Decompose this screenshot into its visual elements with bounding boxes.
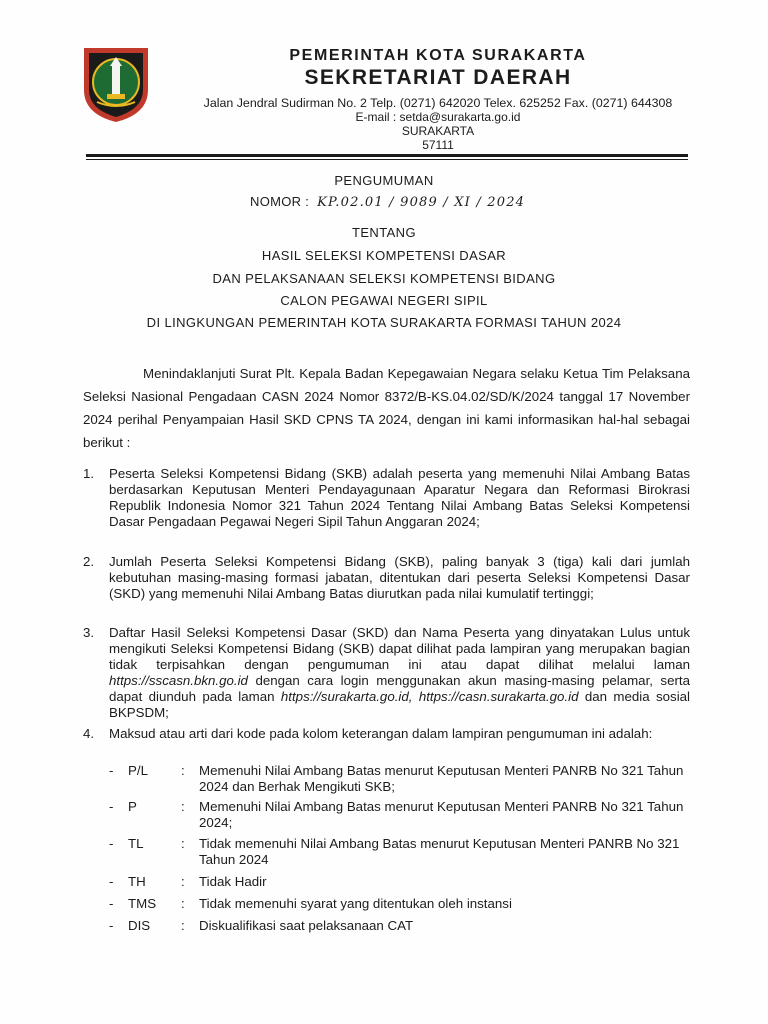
list-item-text bbox=[109, 625, 690, 721]
code-key: P bbox=[128, 799, 137, 814]
list-item-text: Maksud atau arti dari kode pada kolom keterangan dalam lampiran pengumuman ini adalah: bbox=[109, 726, 653, 741]
code-desc: Tidak memenuhi syarat yang ditentukan oleh instansi bbox=[199, 896, 512, 911]
doc-number-label: NOMOR : bbox=[250, 194, 310, 209]
subject-line1: HASIL SELEKSI KOMPETENSI DASAR bbox=[261, 248, 507, 263]
code-key: TH bbox=[128, 874, 146, 889]
list-item-number: 4. bbox=[83, 726, 95, 741]
code-colon: : bbox=[181, 874, 185, 889]
doc-number-row bbox=[250, 194, 525, 210]
code-row bbox=[109, 896, 691, 912]
code-key: DIS bbox=[128, 918, 151, 933]
list-item bbox=[83, 554, 690, 602]
code-row bbox=[109, 874, 691, 890]
code-key: TMS bbox=[128, 896, 157, 911]
tentang-label: TENTANG bbox=[352, 225, 416, 240]
list-item-text-part: dan media sosial BKPSDM; bbox=[109, 689, 690, 720]
list-item-text: Peserta Seleksi Kompetensi Bidang (SKB) adalah peserta yang memenuhi Nilai Ambang Batas berdasarkan Keputusan Menteri Pendayagunaan Aparatur Negara dan Reformasi Birokrasi Republik Indonesia Nomor 321 Tahun 2024 Tentang Nilai Ambang Batas Seleksi Kompetensi Dasar Pengadaan Pegawai Negeri Sipil Tahun Anggaran 2024; bbox=[109, 466, 690, 529]
surakarta-city-emblem-icon bbox=[82, 44, 150, 124]
code-desc: Memenuhi Nilai Ambang Batas menurut Keputusan Menteri PANRB No 321 Tahun 2024 dan Berhak Mengikuti SKB; bbox=[199, 763, 684, 794]
code-dash: - bbox=[109, 763, 114, 778]
org-city: SURAKARTA bbox=[401, 124, 475, 138]
code-desc: Tidak memenuhi Nilai Ambang Batas menurut Keputusan Menteri PANRB No 321 Tahun 2024 bbox=[199, 836, 680, 867]
code-dash: - bbox=[109, 896, 114, 911]
org-email: E-mail : setda@surakarta.go.id bbox=[355, 110, 521, 124]
code-colon: : bbox=[181, 836, 185, 851]
subject-line2: DAN PELAKSANAAN SELEKSI KOMPETENSI BIDANG bbox=[212, 271, 556, 286]
org-name-line1: PEMERINTAH KOTA SURAKARTA bbox=[289, 47, 587, 64]
code-dash: - bbox=[109, 918, 114, 933]
code-row bbox=[109, 799, 691, 831]
code-dash: - bbox=[109, 799, 114, 814]
code-row bbox=[109, 836, 691, 868]
code-desc: Diskualifikasi saat pelaksanaan CAT bbox=[199, 918, 414, 933]
sscasn-link[interactable]: https://sscasn.bkn.go.id bbox=[109, 673, 248, 688]
code-row bbox=[109, 918, 691, 934]
letterhead-rule-thick bbox=[86, 154, 688, 157]
list-item bbox=[83, 466, 690, 530]
list-item bbox=[83, 625, 690, 721]
code-dash: - bbox=[109, 874, 114, 889]
code-row bbox=[109, 763, 691, 795]
code-desc: Tidak Hadir bbox=[199, 874, 267, 889]
subject-line3: CALON PEGAWAI NEGERI SIPIL bbox=[280, 293, 488, 308]
letterhead-rule-thin bbox=[86, 159, 688, 160]
list-item-number: 3. bbox=[83, 625, 95, 640]
code-key: TL bbox=[128, 836, 144, 851]
list-item bbox=[83, 726, 690, 742]
code-colon: : bbox=[181, 896, 185, 911]
surakarta-link[interactable]: https://surakarta.go.id, https://casn.surakarta.go.id bbox=[280, 689, 579, 704]
doc-number-value: KP.02.01 / 9089 / XI / 2024 bbox=[317, 195, 526, 210]
list-item-text: Jumlah Peserta Seleksi Kompetensi Bidang (SKB), paling banyak 3 (tiga) kali dari jumlah kebutuhan masing-masing formasi jabatan, ditentukan dari peserta Seleksi Kompetensi Dasar (SKD) yang memenuhi Nilai Ambang Batas diurutkan pada nilai kumulatif tertinggi; bbox=[109, 554, 690, 601]
list-item-text-part: dengan cara login menggunakan akun masing-masing pelamar, serta dapat diunduh pada laman bbox=[109, 673, 690, 704]
code-desc: Memenuhi Nilai Ambang Batas menurut Keputusan Menteri PANRB No 321 Tahun 2024; bbox=[199, 799, 684, 830]
code-colon: : bbox=[181, 763, 185, 778]
doc-type: PENGUMUMAN bbox=[334, 173, 434, 188]
org-postcode: 57111 bbox=[422, 138, 454, 152]
code-colon: : bbox=[181, 799, 185, 814]
org-name-line2: SEKRETARIAT DAERAH bbox=[304, 66, 572, 89]
list-item-text-part: Daftar Hasil Seleksi Kompetensi Dasar (SKD) dan Nama Peserta yang dinyatakan Lulus untuk mengikuti Seleksi Kompetensi Bidang (SKB) dapat dilihat pada lampiran yang merupakan bagian tidak terpisahkan dengan pengumuman ini atau dapat dilihat melalui laman bbox=[109, 625, 690, 672]
org-address: Jalan Jendral Sudirman No. 2 Telp. (0271) 642020 Telex. 625252 Fax. (0271) 644308 bbox=[203, 96, 673, 110]
intro-paragraph: Menindaklanjuti Surat Plt. Kepala Badan Kepegawaian Negara selaku Ketua Tim Pelaksana Seleksi Nasional Pengadaan CASN 2024 Nomor 8372/B-KS.04.02/SD/K/2024 tanggal 17 November 2024 perihal Penyampaian Hasil SKD CPNS TA 2024, dengan ini kami informasikan hal-hal sebagai berikut : bbox=[83, 366, 690, 450]
code-colon: : bbox=[181, 918, 185, 933]
code-dash: - bbox=[109, 836, 114, 851]
list-item-number: 1. bbox=[83, 466, 95, 481]
subject-line4: DI LINGKUNGAN PEMERINTAH KOTA SURAKARTA FORMASI TAHUN 2024 bbox=[146, 315, 622, 330]
code-key: P/L bbox=[128, 763, 148, 778]
list-item-number: 2. bbox=[83, 554, 95, 569]
